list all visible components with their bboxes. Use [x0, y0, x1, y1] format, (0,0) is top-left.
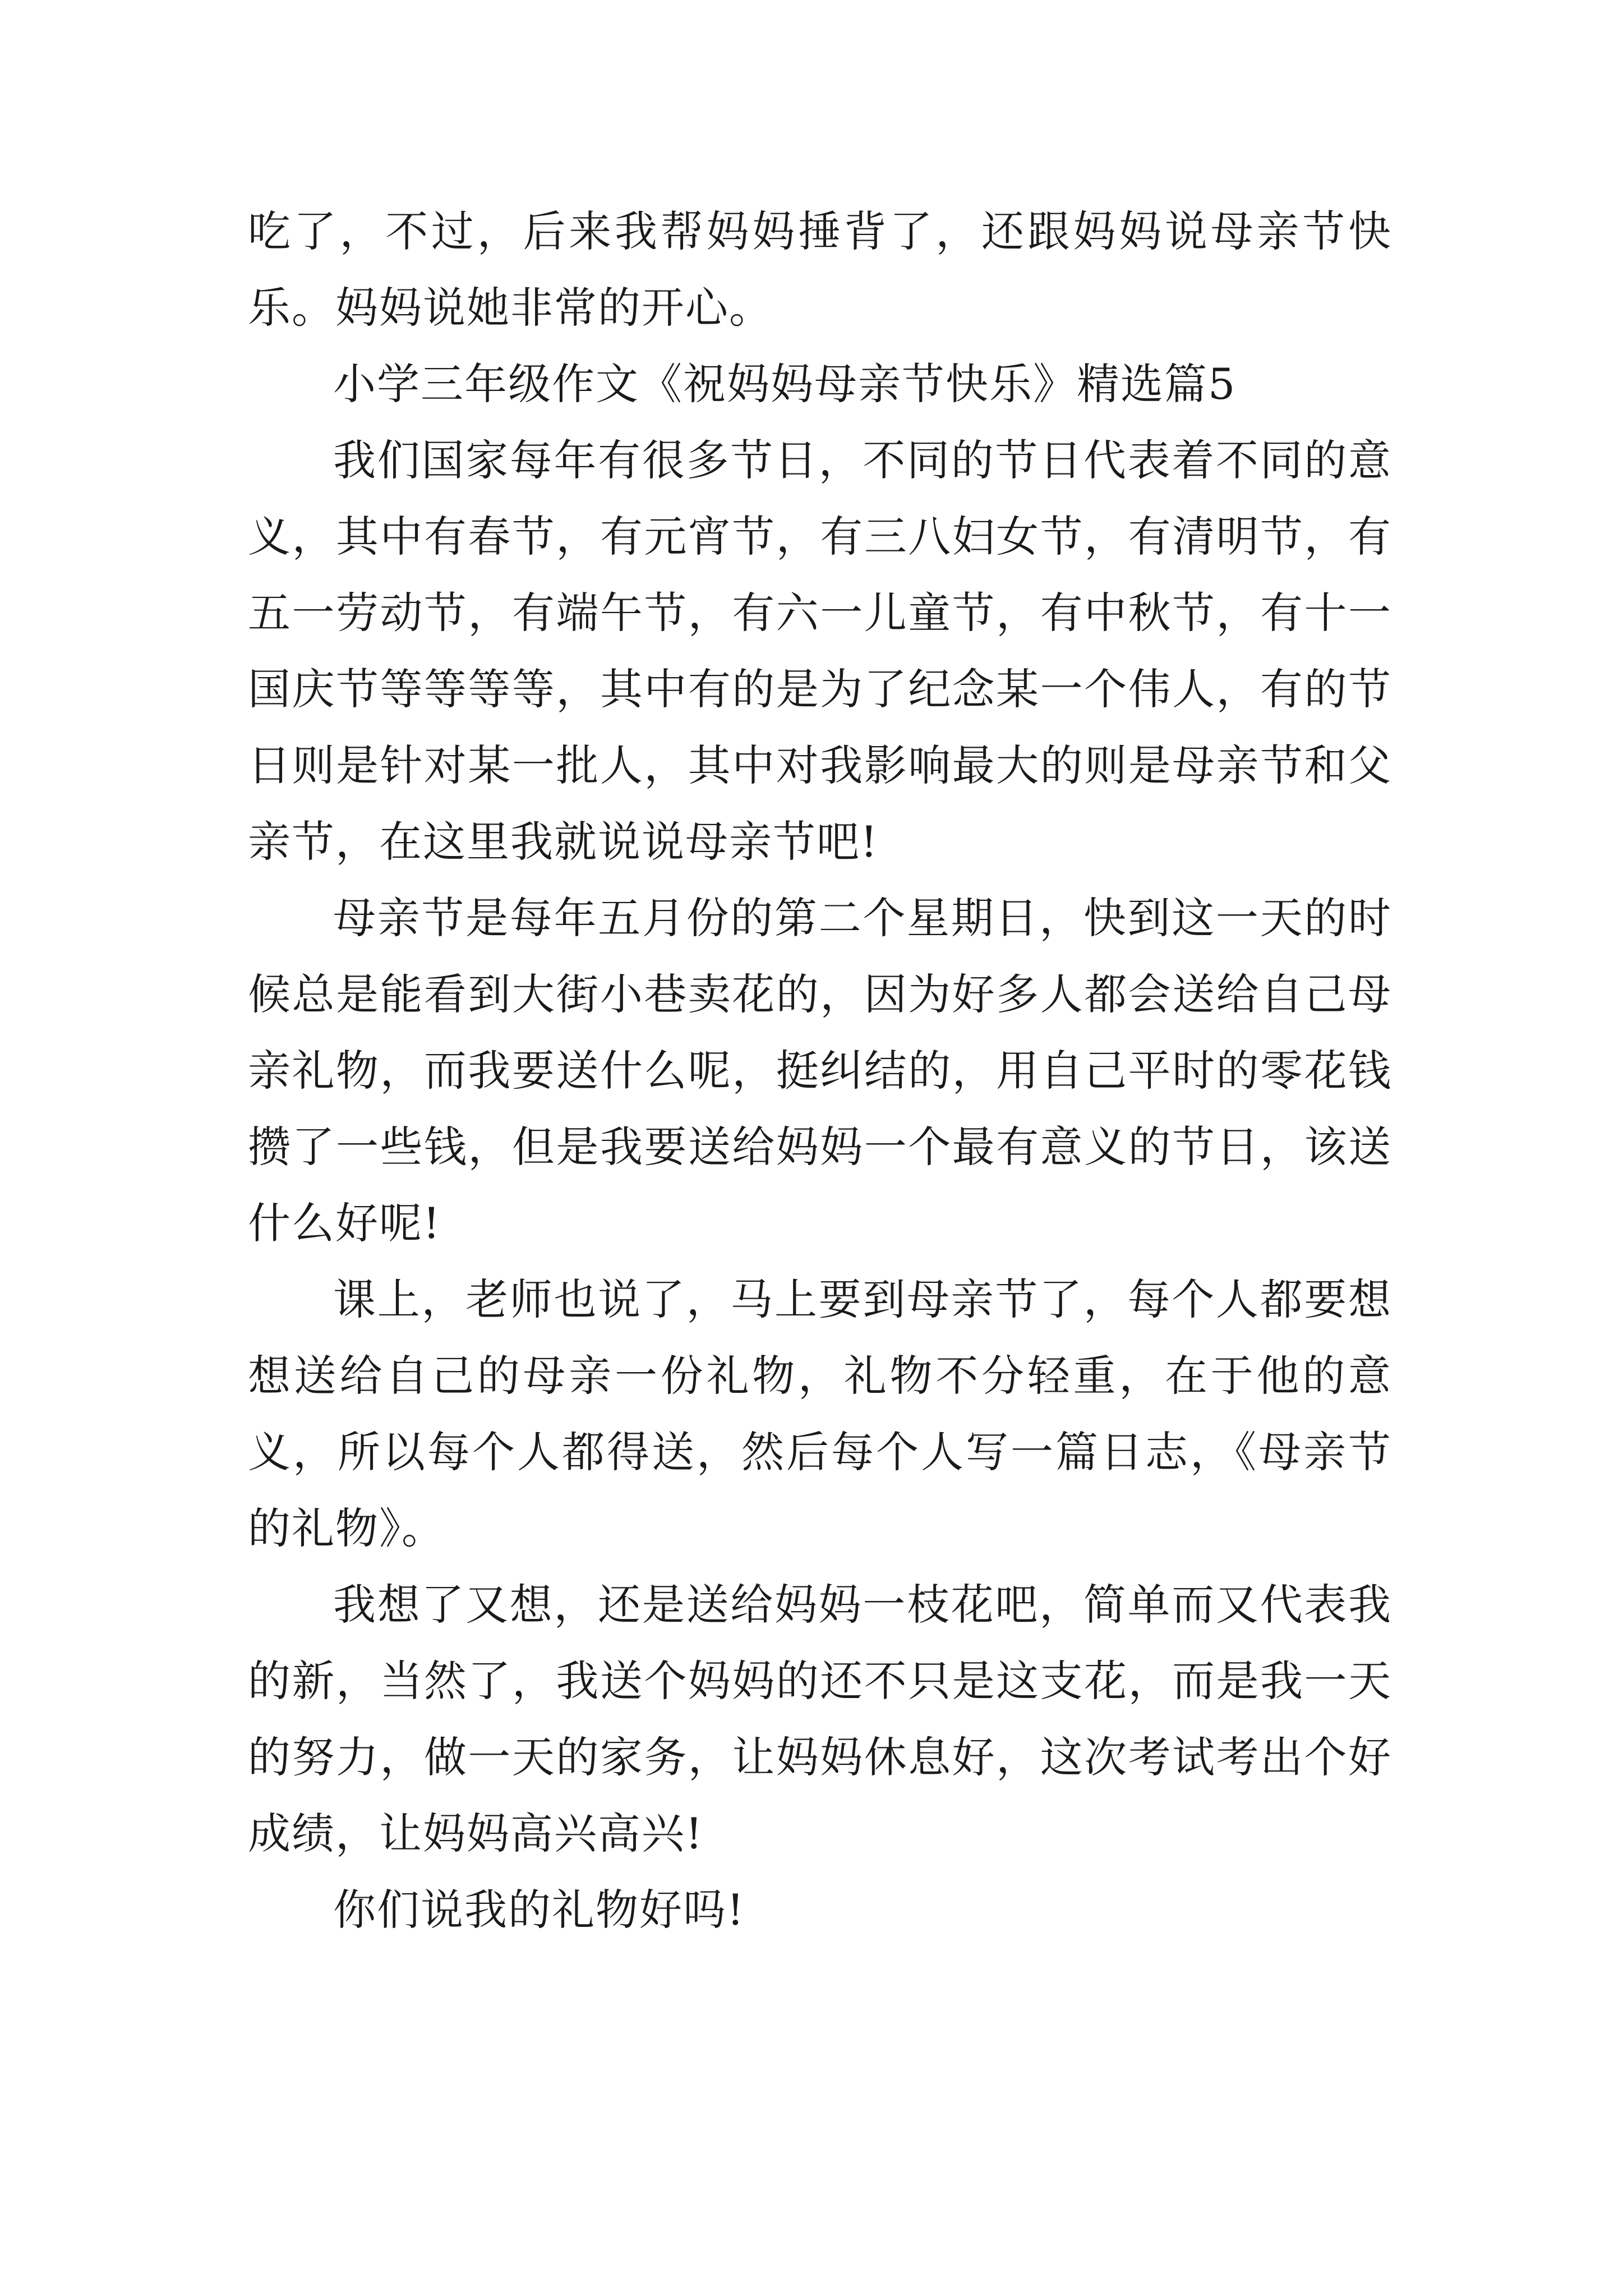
section-heading: 小学三年级作文《祝妈妈母亲节快乐》精选篇5 [333, 359, 1237, 409]
paragraph-holidays: 我们国家每年有很多节日，不同的节日代表着不同的意义，其中有春节，有元宵节，有三八妇女节，有清明节，有五一劳动节，有端午节，有六一儿童节，有中秋节，有十一国庆节等等等等，其中有的是为了纪念某一个伟人，有的节日则是针对某一批人，其中对我影响最大的则是母亲节和父亲节，在这里我就说说母亲节吧! [248, 435, 1392, 867]
document-body [248, 194, 1392, 1948]
paragraph-continuation: 吃了，不过，后来我帮妈妈捶背了，还跟妈妈说母亲节快乐。妈妈说她非常的开心。 [248, 206, 1392, 333]
paragraph-gift: 我想了又想，还是送给妈妈一枝花吧，简单而又代表我的新，当然了，我送个妈妈的还不只是这支花，而是我一天的努力，做一天的家务，让妈妈休息好，这次考试考出个好成绩，让妈妈高兴高兴! [248, 1580, 1392, 1858]
paragraph-teacher: 课上，老师也说了，马上要到母亲节了，每个人都要想想送给自己的母亲一份礼物，礼物不分轻重，在于他的意义，所以每个人都得送，然后每个人写一篇日志，《母亲节的礼物》。 [248, 1274, 1392, 1553]
paragraph-mothers-day: 母亲节是每年五月份的第二个星期日，快到这一天的时候总是能看到大街小巷卖花的，因为好多人都会送给自己母亲礼物，而我要送什么呢，挺纠结的，用自己平时的零花钱攒了一些钱，但是我要送给妈妈一个最有意义的节日，该送什么好呢! [248, 893, 1392, 1248]
paragraph-closing: 你们说我的礼物好吗! [333, 1885, 745, 1935]
